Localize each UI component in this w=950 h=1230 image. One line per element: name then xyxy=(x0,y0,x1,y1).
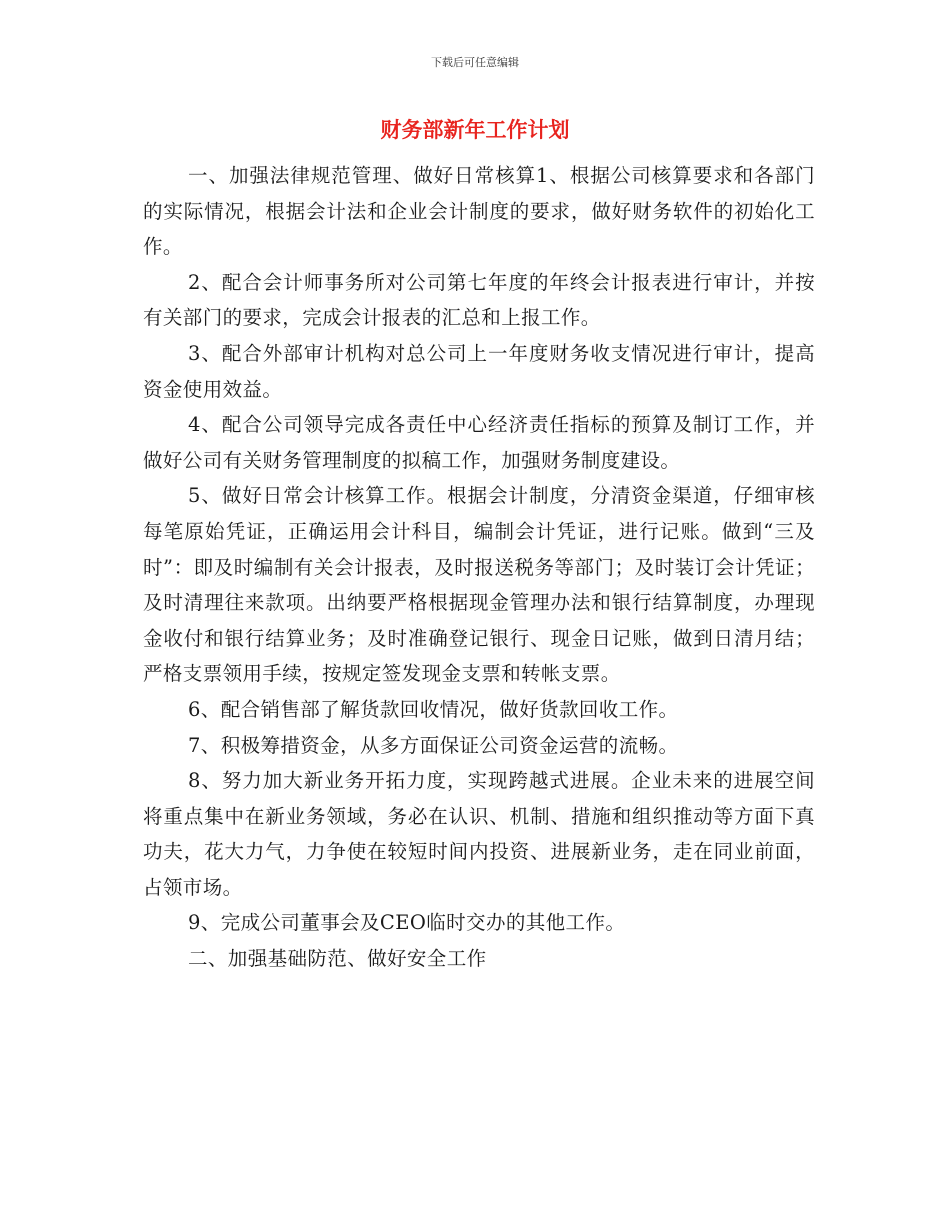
paragraph-3: 3、配合外部审计机构对总公司上一年度财务收支情况进行审计，提高资金使用效益。 xyxy=(143,341,815,401)
document-title: 财务部新年工作计划 xyxy=(380,118,570,142)
paragraph-2: 2、配合会计师事务所对公司第七年度的年终会计报表进行审计，并按有关部门的要求，完成会计报表的汇总和上报工作。 xyxy=(143,270,815,330)
paragraph-8: 8、努力加大新业务开拓力度，实现跨越式进展。企业未来的进展空间将重点集中在新业务领域，务必在认识、机制、措施和组织推动等方面下真功夫，花大力气，力争使在较短时间内投资、进展新业务，走在同业前面，占领市场。 xyxy=(143,769,815,899)
paragraph-7: 7、积极筹措资金，从多方面保证公司资金运营的流畅。 xyxy=(188,733,679,757)
paragraph-9: 9、完成公司董事会及CEO临时交办的其他工作。 xyxy=(188,911,626,935)
document-body xyxy=(143,158,815,977)
header-note: 下载后可任意编辑 xyxy=(431,56,519,69)
paragraph-6: 6、配合销售部了解货款回收情况，做好货款回收工作。 xyxy=(188,697,679,721)
paragraph-5: 5、做好日常会计核算工作。根据会计制度，分清资金渠道，仔细审核每笔原始凭证，正确运用会计科目，编制会计凭证，进行记账。做到“三及时”：即及时编制有关会计报表，及时报送税务等部门；及时装订会计凭证；及时清理往来款项。出纳要严格根据现金管理办法和银行结算制度，办理现金收付和银行结算业务；及时准确登记银行、现金日记账，做到日清月结；严格支票领用手续，按规定签发现金支票和转帐支票。 xyxy=(143,484,815,686)
paragraph-4: 4、配合公司领导完成各责任中心经济责任指标的预算及制订工作，并做好公司有关财务管理制度的拟稿工作，加强财务制度建设。 xyxy=(143,413,815,472)
section-heading-2: 二、加强基础防范、做好安全工作 xyxy=(188,947,487,971)
paragraph-1: 一、加强法律规范管理、做好日常核算1、根据公司核算要求和各部门的实际情况，根据会计法和企业会计制度的要求，做好财务软件的初始化工作。 xyxy=(143,164,815,259)
